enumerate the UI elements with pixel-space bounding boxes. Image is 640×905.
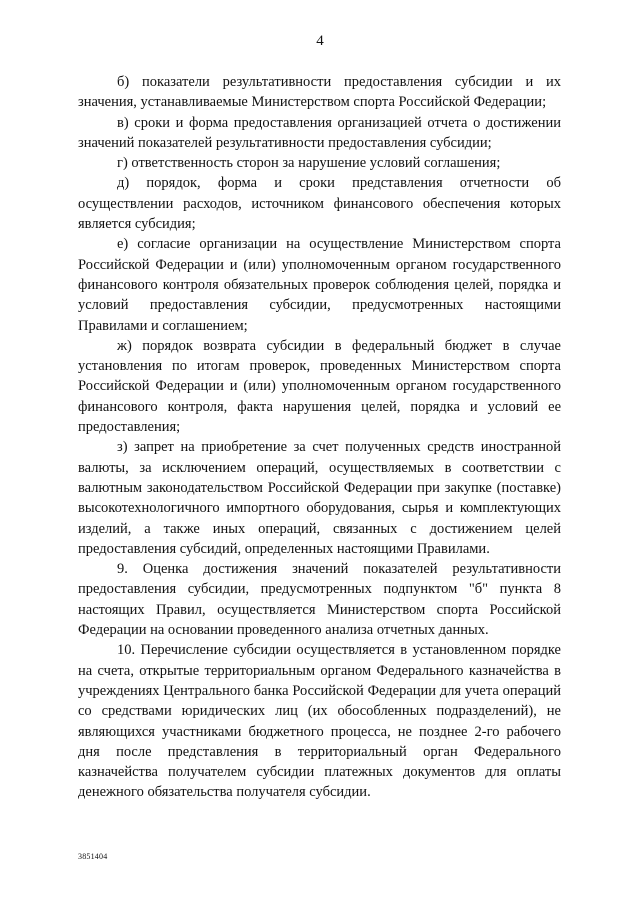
document-body [78,72,561,803]
paragraph-b-performance-indicators: б) показатели результативности предоставления субсидии и их значения, устанавливаемые Министерством спорта Российской Федерации; [78,74,561,111]
paragraph-d-expense-reporting: д) порядок, форма и сроки представления отчетности об осуществлении расходов, источником финансового обеспечения которых является субсидия; [78,175,561,233]
paragraph-g-liability: г) ответственность сторон за нарушение условий соглашения; [117,155,501,172]
paragraph-10-transfer: 10. Перечисление субсидии осуществляется в установленном порядке на счета, открытые территориальным органом Федерального казначейства в учреждениях Центрального банка Российской Федерации для учета операций со средствами юридических лиц (их обособленных подразделений), не являющихся участниками бюджетного процесса, не позднее 2-го рабочего дня после представления в территориальный орган Федерального казначейства получателем субсидии платежных документов для оплаты денежного обязательства получателя субсидии. [78,642,561,801]
paragraph-v-report-terms: в) сроки и форма предоставления организацией отчета о достижении значений показателей результативности предоставления субсидии; [78,114,561,151]
paragraph-e-inspection-consent: е) согласие организации на осуществление Министерством спорта Российской Федерации и (или) уполномоченным органом государственного финансового контроля обязательных проверок соблюдения целей, порядка и условий предоставления субсидии, предусмотренных настоящими Правилами и соглашением; [78,236,561,334]
document-code: 3851404 [78,852,108,861]
paragraph-9-evaluation: 9. Оценка достижения значений показателей результативности предоставления субсидии, предусмотренных подпунктом "б" пункта 8 настоящих Правил, осуществляется Министерством спорта Российской Федерации на основании проведенного анализа отчетных данных. [78,561,561,639]
paragraph-z-currency-ban: з) запрет на приобретение за счет полученных средств иностранной валюты, за исключением операций, осуществляемых в соответствии с валютным законодательством Российской Федерации при закупке (поставке) высокотехнологичного импортного оборудования, сырья и комплектующих изделий, а также иных операций, связанных с достижением целей предоставления субсидий, определенных настоящими Правилами. [78,439,561,557]
page-number: 4 [316,33,324,49]
paragraph-zh-subsidy-return: ж) порядок возврата субсидии в федеральный бюджет в случае установления по итогам проверок, проведенных Министерством спорта Российской Федерации и (или) уполномоченным органом государственного финансового контроля, факта нарушения целей, порядка и условий ее предоставления; [78,337,561,436]
